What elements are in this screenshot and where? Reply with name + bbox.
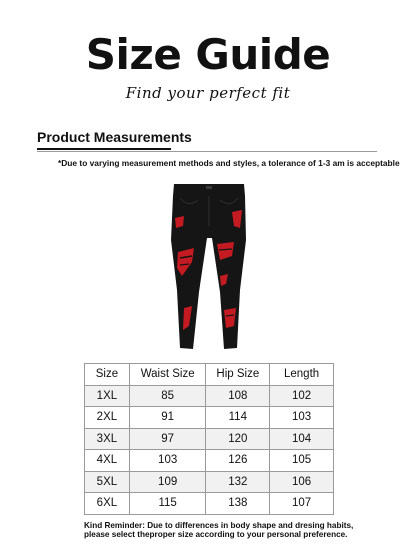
- kind-reminder-line-1: Kind Reminder: Due to differences in body shape and dresing habits,: [84, 521, 354, 530]
- page-title: Size Guide: [85, 30, 331, 79]
- column-header-length: Length: [270, 364, 334, 386]
- table-row: [85, 428, 334, 450]
- cell-length: 104: [270, 428, 334, 450]
- cell-waist: 109: [129, 471, 206, 493]
- ripped-jeans-image: [166, 180, 252, 354]
- cell-size: 6XL: [85, 493, 130, 515]
- cell-size: 2XL: [85, 407, 130, 429]
- cell-length: 105: [270, 450, 334, 472]
- cell-size: 3XL: [85, 428, 130, 450]
- kind-reminder-line-2: please select theproper size according to your personal preference.: [84, 530, 348, 539]
- cell-hip: 114: [206, 407, 270, 429]
- cell-size: 1XL: [85, 385, 130, 407]
- cell-length: 102: [270, 385, 334, 407]
- table-row: [85, 450, 334, 472]
- cell-waist: 91: [129, 407, 206, 429]
- cell-length: 107: [270, 493, 334, 515]
- cell-hip: 126: [206, 450, 270, 472]
- table-row: [85, 407, 334, 429]
- column-header-waist: Waist Size: [129, 364, 206, 386]
- size-table: [84, 363, 334, 515]
- table-row: [85, 385, 334, 407]
- section-heading: Product Measurements: [37, 129, 192, 145]
- cell-length: 103: [270, 407, 334, 429]
- cell-hip: 132: [206, 471, 270, 493]
- cell-waist: 103: [129, 450, 206, 472]
- divider: [37, 151, 377, 152]
- column-header-hip: Hip Size: [206, 364, 270, 386]
- cell-waist: 85: [129, 385, 206, 407]
- cell-hip: 138: [206, 493, 270, 515]
- table-row: [85, 493, 334, 515]
- table-row: [85, 471, 334, 493]
- kind-reminder: [84, 521, 404, 539]
- section-heading-underline: [37, 148, 171, 150]
- cell-waist: 97: [129, 428, 206, 450]
- cell-hip: 108: [206, 385, 270, 407]
- table-header-row: [85, 364, 334, 386]
- cell-size: 4XL: [85, 450, 130, 472]
- tolerance-note: *Due to varying measurement methods and styles, a tolerance of 1-3 am is acceptable: [58, 158, 400, 168]
- cell-length: 106: [270, 471, 334, 493]
- cell-size: 5XL: [85, 471, 130, 493]
- cell-waist: 115: [129, 493, 206, 515]
- page-subtitle: Find your perfect fit: [125, 84, 291, 102]
- cell-hip: 120: [206, 428, 270, 450]
- column-header-size: Size: [85, 364, 130, 386]
